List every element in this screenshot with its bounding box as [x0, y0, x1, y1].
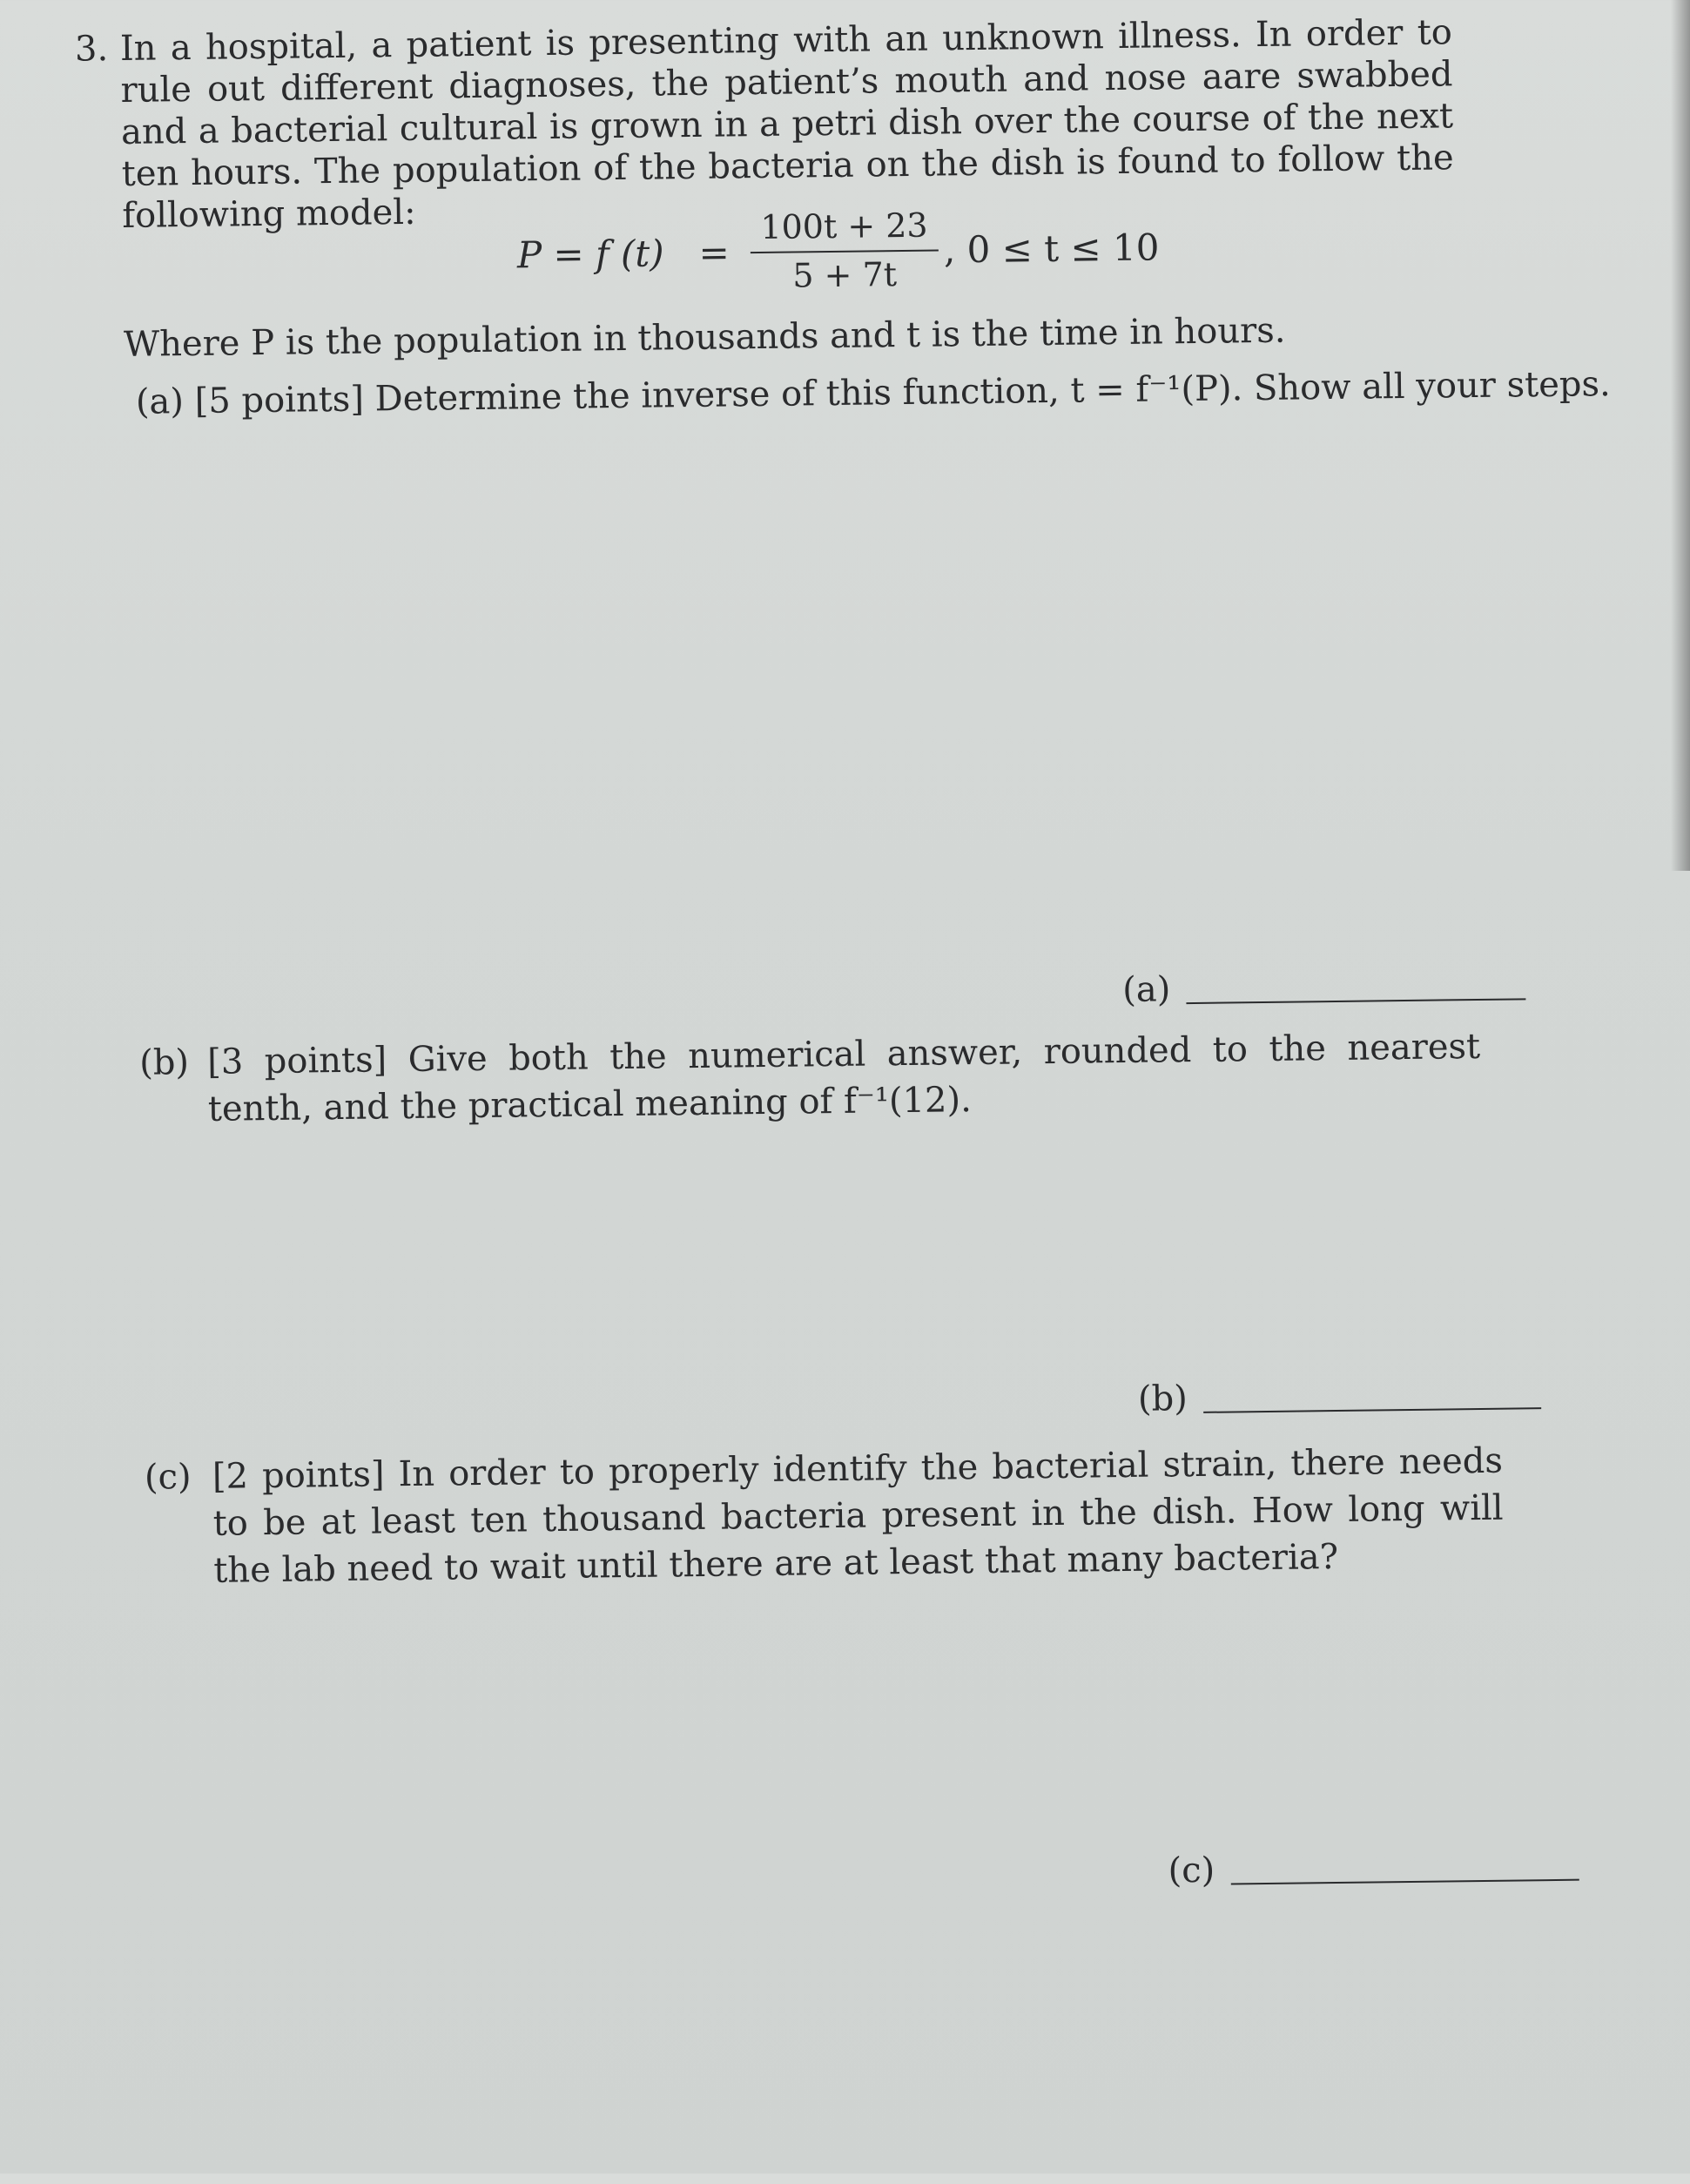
part-c-answer-line[interactable] — [1230, 1879, 1579, 1885]
problem-intro — [120, 11, 1455, 237]
part-b-answer-label: (b) — [1137, 1378, 1188, 1419]
part-a-points: [5 points] — [194, 379, 365, 421]
part-c-body — [212, 1438, 1505, 1594]
variable-definition: Where P is the population in thousands and t is the time in hours. — [123, 310, 1286, 365]
model-equation — [516, 203, 1160, 298]
part-b-question — [139, 1023, 1481, 1134]
part-a-answer-blank — [1122, 965, 1526, 1010]
equation-lhs: P = f (t) — [516, 231, 664, 276]
part-b-body — [207, 1023, 1481, 1133]
part-a-text: Determine the inverse of this function, t = f⁻¹(P). Show all your steps. — [374, 364, 1611, 420]
part-c-answer-blank — [1168, 1846, 1579, 1891]
part-c-question — [145, 1438, 1505, 1595]
part-c-answer-label: (c) — [1168, 1850, 1215, 1891]
part-a-answer-line[interactable] — [1186, 998, 1525, 1004]
part-b-points: [3 points] — [206, 1040, 387, 1082]
part-b-answer-line[interactable] — [1203, 1407, 1541, 1413]
equation-domain: , 0 ≤ t ≤ 10 — [943, 225, 1160, 271]
part-c-label: (c) — [144, 1457, 192, 1498]
part-a-answer-label: (a) — [1121, 969, 1171, 1010]
part-b-answer-blank — [1138, 1374, 1541, 1419]
equation-equals: = — [698, 230, 731, 274]
part-b-text: Give both the numerical answer, rounded to the nearest tenth, and the practical meaning of f⁻¹(12). — [207, 1026, 1481, 1129]
problem-number: 3. — [74, 29, 109, 70]
part-c-points: [2 points] — [212, 1454, 385, 1497]
part-a-question — [136, 363, 1611, 423]
part-b-label: (b) — [138, 1042, 190, 1083]
problem-intro-text: In a hospital, a patient is presenting with an unknown illness. In order to rule out different diagnoses, the patient’s mouth and nose aare swabbed and a bacterial cultural is grown in a petri dish over the course of the next ten hours. The population of the bacteria on the dish is found to follow the following model: — [119, 12, 1454, 236]
equation-fraction — [755, 206, 933, 295]
part-a-label: (a) — [135, 381, 185, 422]
equation-denominator: 5 + 7t — [751, 249, 939, 295]
equation-numerator: 100t + 23 — [760, 206, 928, 246]
part-c-text: In order to properly identify the bacterial strain, there needs to be at least ten thousand bacteria present in the dish. How long will the lab need to wait until there are at least that many bacteria? — [212, 1440, 1504, 1591]
